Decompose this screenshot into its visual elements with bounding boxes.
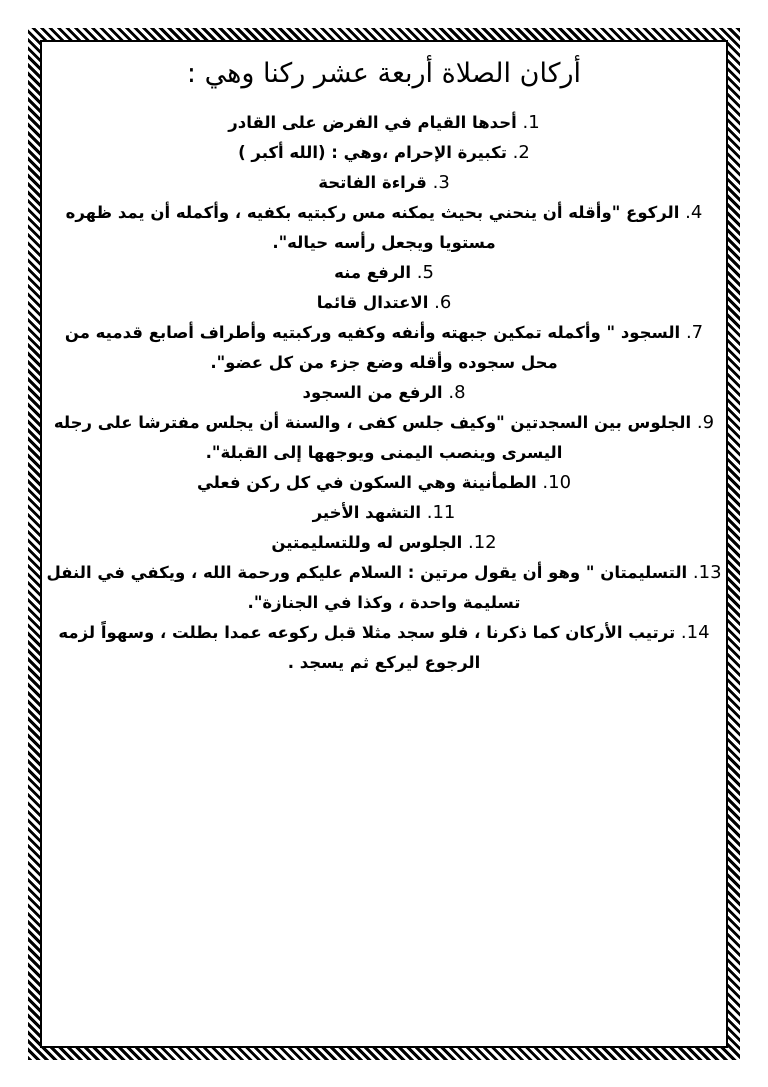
item-text: الجلوس له وللتسليمتين xyxy=(271,533,463,552)
list-item xyxy=(40,618,728,678)
item-number: 8. xyxy=(448,382,466,403)
item-number: 10. xyxy=(542,472,572,493)
list-item xyxy=(40,408,728,468)
item-number: 11. xyxy=(426,502,456,523)
item-text: قراءة الفاتحة xyxy=(318,173,427,192)
item-text: الرفع من السجود xyxy=(302,383,443,402)
item-number: 2. xyxy=(512,142,530,163)
list-item xyxy=(40,258,728,288)
item-text: الرفع منه xyxy=(334,263,411,282)
list-item xyxy=(40,288,728,318)
item-text: الطمأنينة وهي السكون في كل ركن فعلي xyxy=(196,473,537,492)
list-item xyxy=(40,558,728,618)
document-body xyxy=(40,52,728,678)
list-item xyxy=(40,318,728,378)
item-number: 4. xyxy=(685,202,703,223)
item-number: 6. xyxy=(434,292,452,313)
item-text: تكبيرة الإحرام ،وهي : (الله أكبر ) xyxy=(238,143,507,162)
item-text: السجود " وأكمله تمكين جبهته وأنفه وكفيه وركبتيه وأطراف أصابع قدميه من محل سجوده وأقله وضع جزء من كل عضو". xyxy=(64,323,681,372)
list-item xyxy=(40,378,728,408)
item-number: 14. xyxy=(680,622,710,643)
item-text: الركوع "وأقله أن ينحني بحيث يمكنه مس ركبتيه بكفيه ، وأكمله أن يمد ظهره مستويا ويجعل رأسه حياله". xyxy=(65,203,680,252)
item-text: التسليمتان " وهو أن يقول مرتين : السلام عليكم ورحمة الله ، ويكفي في النفل تسليمة واحدة ، وكذا في الجنازة". xyxy=(46,563,688,612)
item-text: أحدها القيام في الفرض على القادر xyxy=(228,113,517,132)
list-item xyxy=(40,168,728,198)
item-text: ترتيب الأركان كما ذكرنا ، فلو سجد مثلا قبل ركوعه عمدا بطلت ، وسهواً لزمه الرجوع ليركع ثم يسجد . xyxy=(58,623,676,672)
item-number: 9. xyxy=(696,412,715,433)
item-number: 3. xyxy=(432,172,450,193)
list-item xyxy=(40,138,728,168)
item-text: الاعتدال قائما xyxy=(316,293,429,312)
item-number: 7. xyxy=(685,322,704,343)
item-text: الجلوس بين السجدتين "وكيف جلس كفى ، والسنة أن يجلس مفترشا على رجله اليسرى وينصب اليمنى ويوجهها إلى القبلة". xyxy=(53,413,692,462)
page-title: أركان الصلاة أربعة عشر ركنا وهي : xyxy=(186,58,582,89)
list-item xyxy=(40,108,728,138)
item-number: 12. xyxy=(467,532,497,553)
item-number: 13. xyxy=(692,562,722,583)
list-item xyxy=(40,468,728,498)
list-item xyxy=(40,198,728,258)
item-number: 5. xyxy=(416,262,434,283)
list-item xyxy=(40,528,728,558)
item-number: 1. xyxy=(522,112,540,133)
list-item xyxy=(40,498,728,528)
item-text: التشهد الأخير xyxy=(312,503,421,522)
